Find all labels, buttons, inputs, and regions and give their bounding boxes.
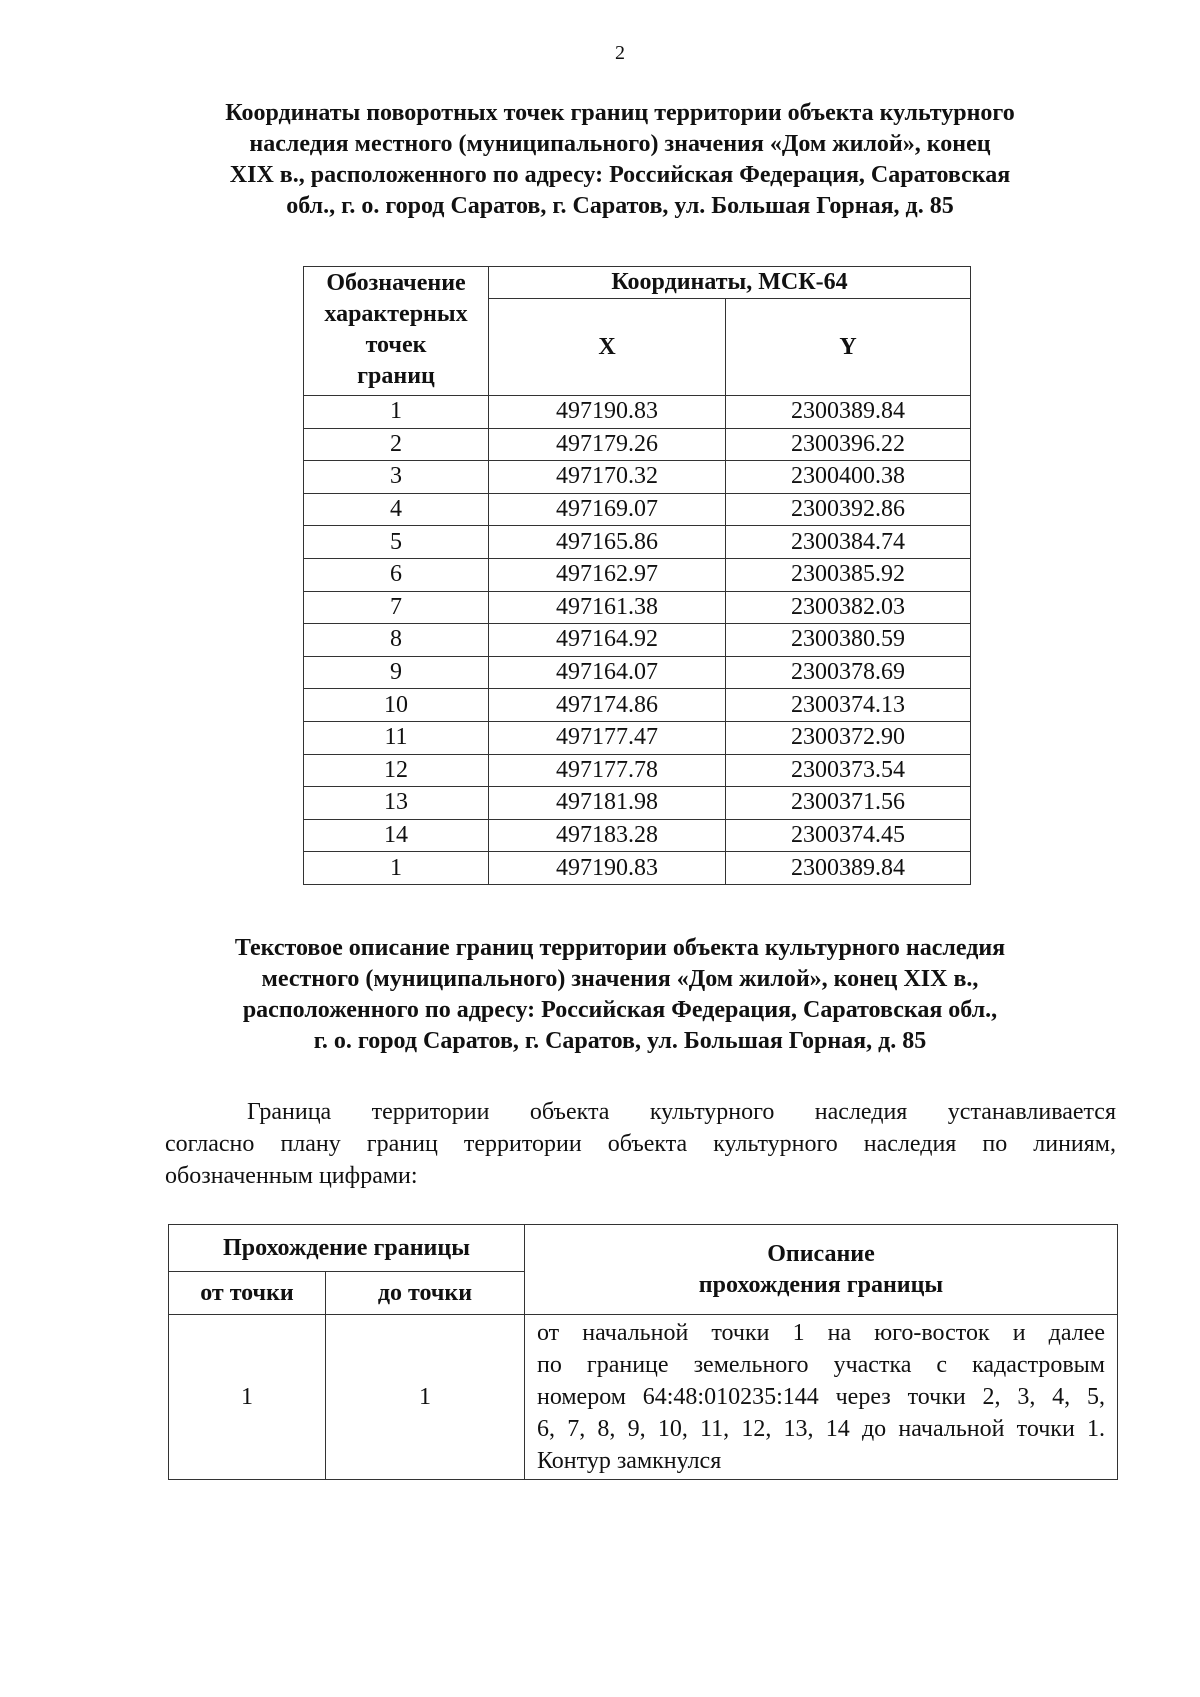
point-number-cell: 6 — [304, 558, 489, 591]
coordinates-table-body — [304, 396, 971, 885]
heading-line: наследия местного (муниципального) значения «Дом жилой», конец — [249, 131, 991, 157]
table-row — [304, 852, 971, 885]
y-coordinate-cell: 2300374.45 — [726, 819, 971, 852]
header-text: точек — [365, 332, 427, 358]
table-row — [304, 493, 971, 526]
point-number-cell: 4 — [304, 493, 489, 526]
description-line: от начальной точки 1 на юго-восток и далее — [536, 1320, 1105, 1346]
point-number-cell: 13 — [304, 787, 489, 820]
y-coordinate-cell: 2300373.54 — [726, 754, 971, 787]
header-from-point: от точки — [169, 1272, 326, 1315]
description-line: номером 64:48:010235:144 через точки 2, 3, 4, 5, — [536, 1384, 1105, 1410]
table-row — [304, 526, 971, 559]
header-y: Y — [726, 299, 971, 396]
header-point-designation — [304, 267, 489, 396]
y-coordinate-cell: 2300389.84 — [726, 396, 971, 429]
coordinates-table — [303, 266, 971, 885]
heading-line: г. о. город Саратов, г. Саратов, ул. Большая Горная, д. 85 — [313, 1028, 927, 1054]
point-number-cell: 12 — [304, 754, 489, 787]
y-coordinate-cell: 2300372.90 — [726, 721, 971, 754]
table-row — [304, 819, 971, 852]
point-number-cell: 5 — [304, 526, 489, 559]
table-row — [304, 558, 971, 591]
description-line: Контур замкнулся — [536, 1448, 722, 1474]
header-description — [524, 1225, 1117, 1315]
table-row — [304, 396, 971, 429]
boundary-route-table — [168, 1224, 1118, 1480]
x-coordinate-cell: 497177.47 — [489, 721, 726, 754]
table-row — [304, 787, 971, 820]
x-coordinate-cell: 497161.38 — [489, 591, 726, 624]
header-text: характерных — [324, 301, 468, 327]
table-row — [304, 754, 971, 787]
paragraph-line: согласно плану границ территории объекта культурного наследия по линиям, — [165, 1131, 1116, 1157]
y-coordinate-cell: 2300385.92 — [726, 558, 971, 591]
description-line: по границе земельного участка с кадастровым — [536, 1352, 1105, 1378]
y-coordinate-cell: 2300374.13 — [726, 689, 971, 722]
point-number-cell: 7 — [304, 591, 489, 624]
to-point-cell: 1 — [326, 1315, 525, 1480]
y-coordinate-cell: 2300396.22 — [726, 428, 971, 461]
x-coordinate-cell: 497164.07 — [489, 656, 726, 689]
point-number-cell: 8 — [304, 624, 489, 657]
header-x: X — [489, 299, 726, 396]
point-number-cell: 9 — [304, 656, 489, 689]
heading-line: Координаты поворотных точек границ территории объекта культурного — [225, 100, 1015, 126]
boundary-paragraph — [165, 1096, 1116, 1192]
coordinates-heading — [130, 98, 1110, 222]
x-coordinate-cell: 497169.07 — [489, 493, 726, 526]
header-text: Описание — [767, 1240, 875, 1267]
x-coordinate-cell: 497170.32 — [489, 461, 726, 494]
point-number-cell: 10 — [304, 689, 489, 722]
header-text: прохождения границы — [698, 1271, 944, 1298]
page-number: 2 — [615, 42, 625, 64]
x-coordinate-cell: 497162.97 — [489, 558, 726, 591]
x-coordinate-cell: 497183.28 — [489, 819, 726, 852]
point-number-cell: 3 — [304, 461, 489, 494]
point-number-cell: 1 — [304, 852, 489, 885]
y-coordinate-cell: 2300371.56 — [726, 787, 971, 820]
header-coordinates: Координаты, МСК-64 — [489, 267, 971, 299]
x-coordinate-cell: 497177.78 — [489, 754, 726, 787]
x-coordinate-cell: 497174.86 — [489, 689, 726, 722]
from-point-cell: 1 — [169, 1315, 326, 1480]
table-row — [304, 721, 971, 754]
table-row — [304, 591, 971, 624]
description-line: 6, 7, 8, 9, 10, 11, 12, 13, 14 до начальной точки 1. — [536, 1416, 1105, 1442]
table-row — [304, 461, 971, 494]
point-number-cell: 2 — [304, 428, 489, 461]
table-row — [304, 689, 971, 722]
x-coordinate-cell: 497190.83 — [489, 396, 726, 429]
point-number-cell: 11 — [304, 721, 489, 754]
heading-line: расположенного по адресу: Российская Федерация, Саратовская обл., — [242, 997, 998, 1023]
table-row — [304, 624, 971, 657]
heading-line: местного (муниципального) значения «Дом жилой», конец XIX в., — [261, 966, 979, 992]
paragraph-line: Граница территории объекта культурного наследия устанавливается — [247, 1099, 1116, 1125]
description-heading — [160, 933, 1080, 1057]
point-number-cell: 14 — [304, 819, 489, 852]
table-row — [304, 656, 971, 689]
x-coordinate-cell: 497164.92 — [489, 624, 726, 657]
x-coordinate-cell: 497181.98 — [489, 787, 726, 820]
y-coordinate-cell: 2300380.59 — [726, 624, 971, 657]
header-boundary-passage: Прохождение границы — [169, 1225, 525, 1272]
paragraph-line: обозначенным цифрами: — [165, 1163, 418, 1189]
table-row — [169, 1315, 1118, 1480]
y-coordinate-cell: 2300392.86 — [726, 493, 971, 526]
y-coordinate-cell: 2300378.69 — [726, 656, 971, 689]
x-coordinate-cell: 497190.83 — [489, 852, 726, 885]
heading-line: обл., г. о. город Саратов, г. Саратов, ул. Большая Горная, д. 85 — [286, 193, 954, 219]
x-coordinate-cell: 497179.26 — [489, 428, 726, 461]
heading-line: XIX в., расположенного по адресу: Российская Федерация, Саратовская — [229, 162, 1011, 188]
x-coordinate-cell: 497165.86 — [489, 526, 726, 559]
y-coordinate-cell: 2300389.84 — [726, 852, 971, 885]
heading-line: Текстовое описание границ территории объекта культурного наследия — [234, 935, 1006, 961]
y-coordinate-cell: 2300382.03 — [726, 591, 971, 624]
header-text: границ — [357, 363, 435, 389]
header-text: Обозначение — [326, 270, 466, 296]
point-number-cell: 1 — [304, 396, 489, 429]
table-row — [304, 428, 971, 461]
description-cell — [524, 1315, 1117, 1480]
y-coordinate-cell: 2300384.74 — [726, 526, 971, 559]
header-to-point: до точки — [326, 1272, 525, 1315]
y-coordinate-cell: 2300400.38 — [726, 461, 971, 494]
